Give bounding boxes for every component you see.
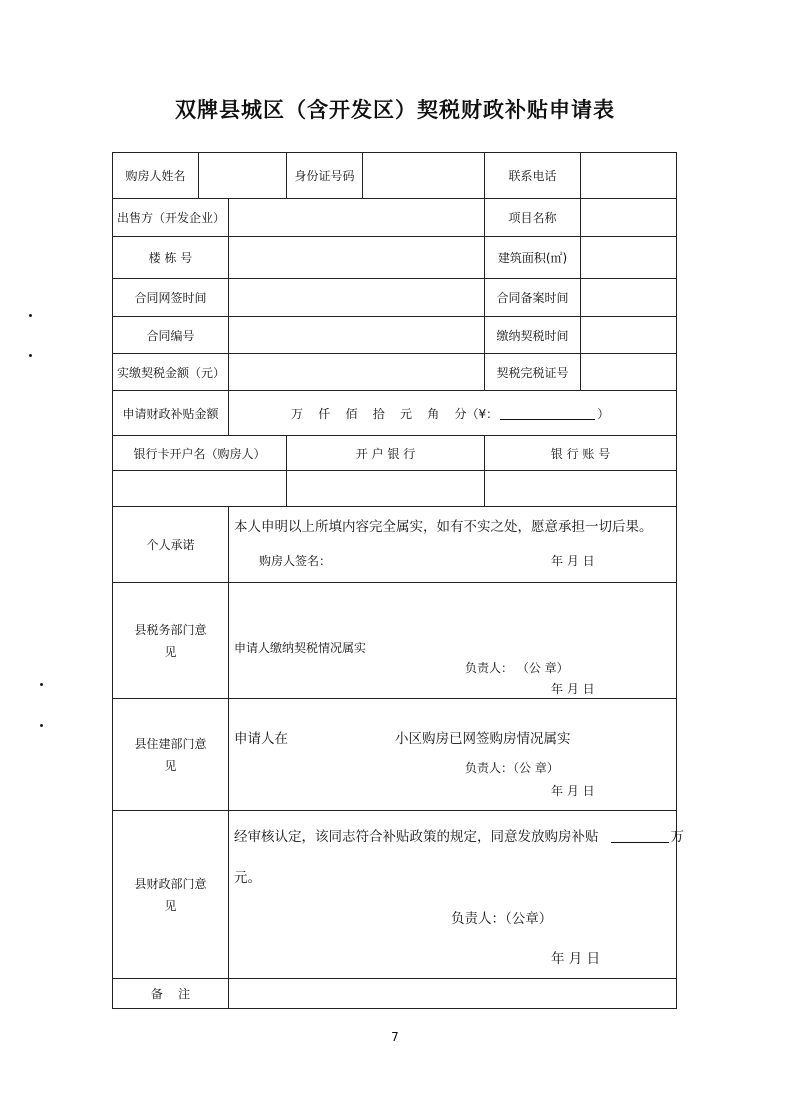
phone-label: 联系电话 [485,153,581,199]
seller-field[interactable] [229,199,485,237]
tax-cert-field[interactable] [581,354,677,391]
subsidy-amount-blank[interactable] [611,831,669,843]
finance-dept-sentence: 经审核认定，该同志符合补贴政策的规定，同意发放购房补贴 [234,829,599,845]
seller-label: 出售方（开发企业） [113,199,229,237]
tax-dept-label [113,583,229,699]
finance-dept-cell [229,811,684,979]
subsidy-amount-field[interactable] [229,391,677,436]
tax-dept-responsible: 负责人： （公 章） [465,661,569,675]
phone-field[interactable] [581,153,677,199]
online-sign-time-field[interactable] [229,279,485,317]
pledge-date: 年 月 日 [551,554,595,568]
buyer-name-field[interactable] [199,153,287,199]
tax-paid-time-label: 缴纳契税时间 [485,317,581,354]
tax-amount-field[interactable] [229,354,485,391]
finance-dept-label [113,811,229,979]
record-time-field[interactable] [581,279,677,317]
subsidy-units: 万 仟 佰 拾 元 角 分（¥： [291,406,499,421]
housing-dept-cell [229,699,677,811]
scan-speck [40,683,43,686]
contract-no-label: 合同编号 [113,317,229,354]
tax-paid-time-field[interactable] [581,317,677,354]
page-number: 7 [391,1030,399,1044]
housing-dept-label-text: 县住建部门意见 [134,736,207,773]
pledge-label: 个人承诺 [113,507,229,583]
account-no-field[interactable] [485,471,677,507]
scan-speck [29,314,32,317]
pledge-sign-label: 购房人签名： [259,554,332,568]
area-label: 建筑面积(㎡) [485,237,581,279]
finance-dept-text [234,825,684,845]
tax-cert-label: 契税完税证号 [485,354,581,391]
account-holder-field[interactable] [113,471,287,507]
amount-blank[interactable] [500,408,595,420]
record-time-label: 合同备案时间 [485,279,581,317]
finance-dept-unit-b: 元。 [234,870,261,886]
housing-dept-text-a: 申请人在 [234,731,288,747]
finance-dept-date: 年 月 日 [551,951,601,967]
housing-dept-responsible: 负责人：（公 章） [465,761,559,775]
tax-dept-cell [229,583,677,699]
tax-dept-label-text: 县税务部门意见 [134,622,207,659]
remarks-label: 备 注 [113,979,229,1009]
project-label: 项目名称 [485,199,581,237]
id-number-field[interactable] [363,153,485,199]
finance-dept-label-text: 县财政部门意见 [134,876,207,913]
housing-dept-text-b: 小区购房已网签购房情况属实 [395,731,571,747]
page-title: 双牌县城区（含开发区）契税财政补贴申请表 [175,98,615,122]
account-holder-label: 银行卡开户名（购房人） [113,436,287,471]
contract-no-field[interactable] [229,317,485,354]
scan-speck [40,724,43,727]
subsidy-amount-label: 申请财政补贴金额 [113,391,229,436]
subsidy-close: ） [597,406,610,421]
tax-amount-label: 实缴契税金额（元） [113,354,229,391]
account-no-label: 银 行 账 号 [485,436,677,471]
bank-label: 开 户 银 行 [287,436,485,471]
building-label: 楼 栋 号 [113,237,229,279]
housing-dept-label [113,699,229,811]
tax-dept-date: 年 月 日 [551,682,595,696]
finance-dept-unit-a: 万 [670,829,684,845]
pledge-text: 本人申明以上所填内容完全属实，如有不实之处，愿意承担一切后果。 [234,519,653,535]
project-field[interactable] [581,199,677,237]
finance-dept-responsible: 负责人：（公章） [451,911,553,927]
online-sign-time-label: 合同网签时间 [113,279,229,317]
housing-dept-date: 年 月 日 [551,784,595,798]
buyer-name-label: 购房人姓名 [113,153,199,199]
id-number-label: 身份证号码 [287,153,363,199]
remarks-field[interactable] [229,979,677,1009]
pledge-cell [229,507,677,583]
building-field[interactable] [229,237,485,279]
scan-speck [29,354,32,357]
area-field[interactable] [581,237,677,279]
subsidy-application-form [112,152,684,1009]
tax-dept-text: 申请人缴纳契税情况属实 [234,641,367,655]
bank-field[interactable] [287,471,485,507]
